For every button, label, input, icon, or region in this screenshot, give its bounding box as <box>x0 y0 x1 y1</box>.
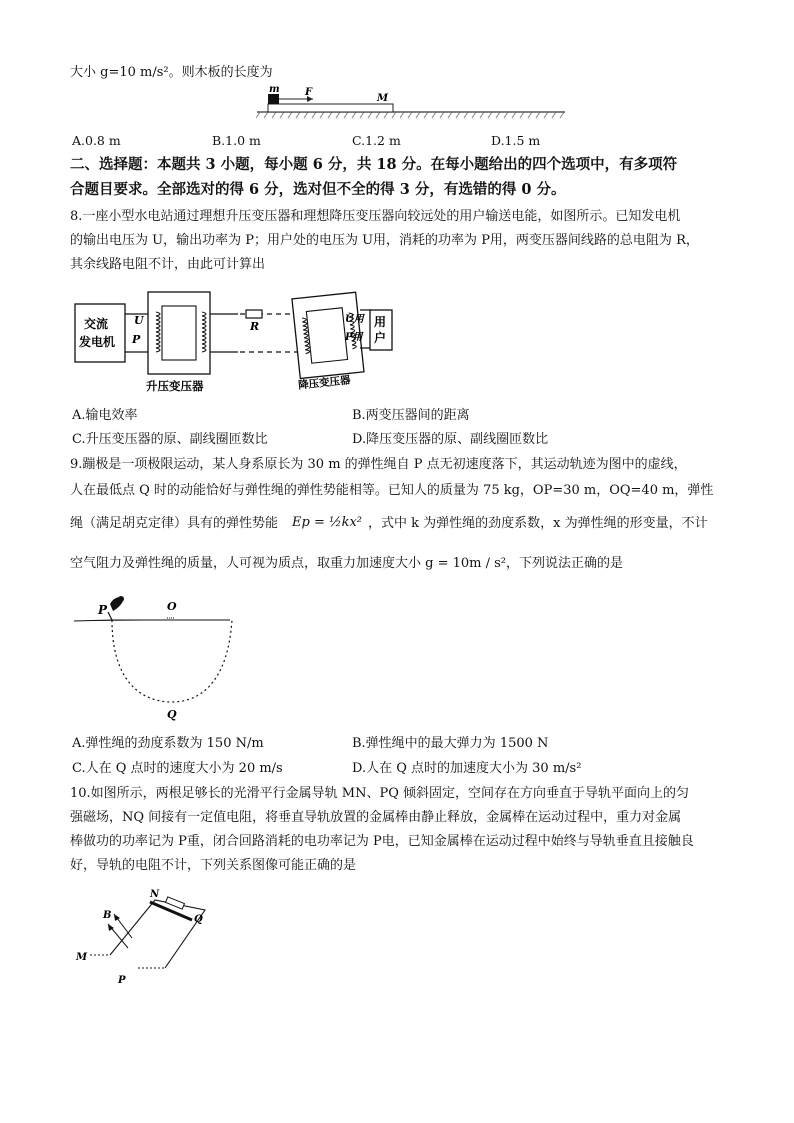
q9-line4: 空气阻力及弹性绳的质量，人可视为质点，取重力加速度大小 g = 10m / s²，下列说法正确的是 <box>70 556 624 571</box>
generator-label-2: 发电机 <box>79 335 116 349</box>
user-label-1: 用 <box>374 315 387 329</box>
trajectory-dashed <box>112 620 232 702</box>
label-N: N <box>150 889 160 900</box>
q10-line1: 10.如图所示，两根足够长的光滑平行金属导轨 MN、PQ 倾斜固定，空间存在方向垂直于导轨平面向上的匀 <box>70 786 690 801</box>
label-Q: Q <box>167 708 177 721</box>
q7-option-a: A.0.8 m <box>72 133 121 148</box>
q7-option-c: C.1.2 m <box>352 133 401 148</box>
q8-line2: 的输出电压为 U，输出功率为 P；用户处的电压为 U用，消耗的功率为 P用，两变压器间线路的总电阻为 R， <box>70 233 699 248</box>
label-m: m <box>269 84 280 95</box>
q9-option-d: D.人在 Q 点时的加速度大小为 30 m/s² <box>352 761 582 776</box>
q9-option-c: C.人在 Q 点时的速度大小为 20 m/s <box>72 761 283 776</box>
q9-option-b: B.弹性绳中的最大弹力为 1500 N <box>352 736 549 751</box>
q8-option-d: D.降压变压器的原、副线圈匝数比 <box>352 432 549 447</box>
q7-text-tail: 大小 g=10 m/s²。则木板的长度为 <box>70 65 273 80</box>
label-P: P <box>132 333 141 346</box>
q8-line1: 8.一座小型水电站通过理想升压变压器和理想降压变压器向较远处的用户输送电能，如图所示。已知发电机 <box>70 209 681 224</box>
label-B: B <box>103 910 112 921</box>
label-P-user: P用 <box>345 332 363 343</box>
q10-line3: 棒做功的功率记为 P重，闭合回路消耗的电功率记为 P电，已知金属棒在运动过程中始终与导轨垂直且接触良 <box>70 834 694 849</box>
label-U-user: U用 <box>345 314 364 325</box>
transformer-circuit-figure <box>70 286 400 398</box>
label-F: F <box>305 87 313 98</box>
q8-option-c: C.升压变压器的原、副线圈匝数比 <box>72 432 268 447</box>
q7-option-d: D.1.5 m <box>491 133 541 148</box>
q9-formula: Ep = ½kx² <box>292 515 362 530</box>
section2-line1: 二、选择题：本题共 3 小题，每小题 6 分，共 18 分。在每小题给出的四个选项中，有多项符 <box>70 156 678 173</box>
q9-line3a: 绳（满足胡克定律）具有的弹性势能 <box>70 516 279 531</box>
resistor <box>166 897 185 909</box>
q8-option-b: B.两变压器间的距离 <box>352 408 470 423</box>
q7-option-b: B.1.0 m <box>212 133 261 148</box>
label-M: M <box>377 93 389 104</box>
block-m <box>268 94 279 104</box>
resistor-R <box>246 310 262 318</box>
q9-option-a: A.弹性绳的劲度系数为 150 N/m <box>72 736 264 751</box>
q10-line2: 强磁场，NQ 间接有一定值电阻，将垂直导轨放置的金属棒由静止释放，金属棒在运动过程中，重力对金属 <box>70 810 682 825</box>
label-R: R <box>250 320 260 333</box>
q9-line2: 人在最低点 Q 时的动能恰好与弹性绳的弹性势能相等。已知人的质量为 75 kg，OP=30 m，OQ=40 m，弹性 <box>70 483 714 498</box>
section2-line2: 合题目要求。全部选对的得 6 分，选对但不全的得 3 分，有选错的得 0 分。 <box>70 181 566 198</box>
inclined-rails-figure <box>70 880 220 990</box>
q9-line1: 9.蹦极是一项极限运动，某人身系原长为 30 m 的弹性绳自 P 点无初速度落下，其运动轨迹为图中的虚线， <box>70 457 687 472</box>
label-P: P <box>118 975 126 986</box>
bungee-figure <box>70 590 250 725</box>
label-M: M <box>76 952 88 963</box>
q8-option-a: A.输电效率 <box>72 408 138 423</box>
caption-step-down: 降压变压器 <box>297 374 352 392</box>
q9-line3b: ，式中 k 为弹性绳的劲度系数，x 为弹性绳的形变量，不计 <box>368 516 708 531</box>
q7-figure <box>255 84 575 124</box>
label-U: U <box>134 314 144 327</box>
label-P: P <box>98 603 108 617</box>
label-O: O <box>167 600 177 613</box>
caption-step-up: 升压变压器 <box>146 379 204 393</box>
q10-line4: 好，导轨的电阻不计，下列关系图像可能正确的是 <box>70 858 357 873</box>
q8-line3: 其余线路电阻不计，由此可计算出 <box>70 257 266 272</box>
label-Q: Q <box>194 914 203 925</box>
user-label-2: 户 <box>374 331 387 345</box>
generator-label-1: 交流 <box>84 317 109 331</box>
